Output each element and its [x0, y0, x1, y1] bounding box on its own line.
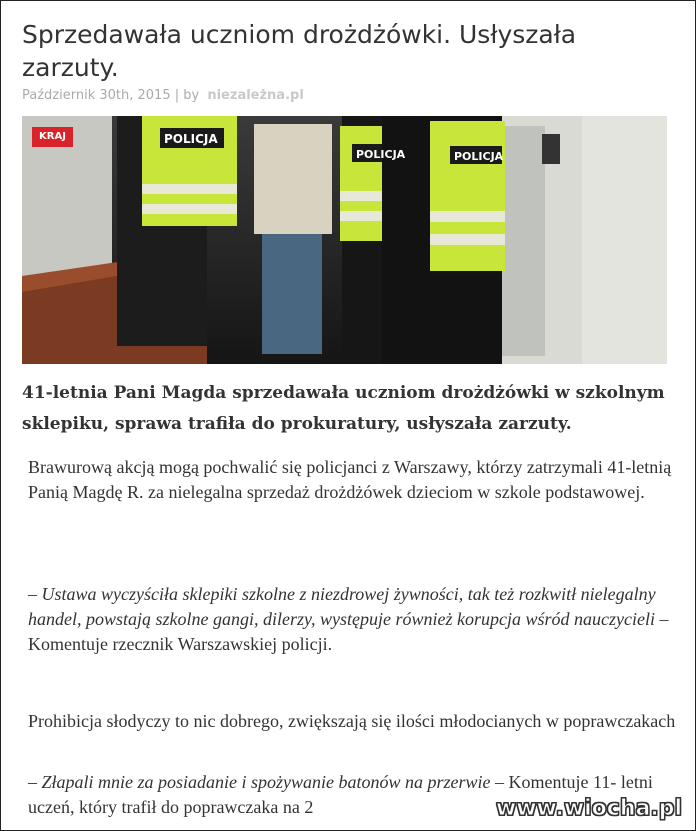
byline-prefix: | by [174, 88, 200, 103]
article-title[interactable]: Sprzedawała uczniom drożdżówki. Usłyszała zarzuty. [22, 20, 577, 82]
article-meta [22, 88, 304, 103]
quote-text: – Złapali mnie za posiadanie i spożywanie batonów na przerwie – [28, 772, 505, 792]
article-lead: 41-letnia Pani Magda sprzedawała uczniom drożdżówki w szkolnym sklepiku, sprawa trafiła do prokuratury, usłyszała zarzuty. [22, 383, 665, 434]
vest-label: POLICJA [164, 132, 218, 146]
article-photo [22, 116, 667, 364]
paragraph: Brawurową akcją mogą pochwalić się policjanci z Warszawy, którzy zatrzymali 41-letnią Panią Magdę R. za nielegalna sprzedaż drożdżówek dzieciom w szkole podstawowej. [28, 457, 672, 502]
paragraph: Prohibicja słodyczy to nic dobrego, zwiększają się ilości młodocianych w poprawczakach [28, 711, 676, 731]
article-date: Październik 30th, 2015 [22, 88, 171, 103]
paragraph-quote [28, 582, 678, 657]
vest-label: POLICJA [454, 150, 504, 163]
watermark-logo: www.wiocha.pl [495, 796, 682, 821]
category-badge[interactable]: KRAJ [32, 127, 73, 147]
source-link[interactable]: niezależna.pl [207, 88, 304, 103]
police-photo-illustration [22, 116, 667, 364]
vest-label: POLICJA [356, 148, 406, 161]
quote-text: – Ustawa wyczyściła sklepiki szkolne z niezdrowej żywności, tak też rozkwitł nielegalny handel, powstają szkolne gangi, dilerzy, występuje również korupcja wśród nauczycieli [28, 584, 656, 629]
quote-attribution: Komentuje 11- letni uczeń, który trafił do poprawczaka na 2 [28, 772, 653, 817]
quote-attribution: – Komentuje rzecznik Warszawskiej policji. [28, 609, 669, 654]
